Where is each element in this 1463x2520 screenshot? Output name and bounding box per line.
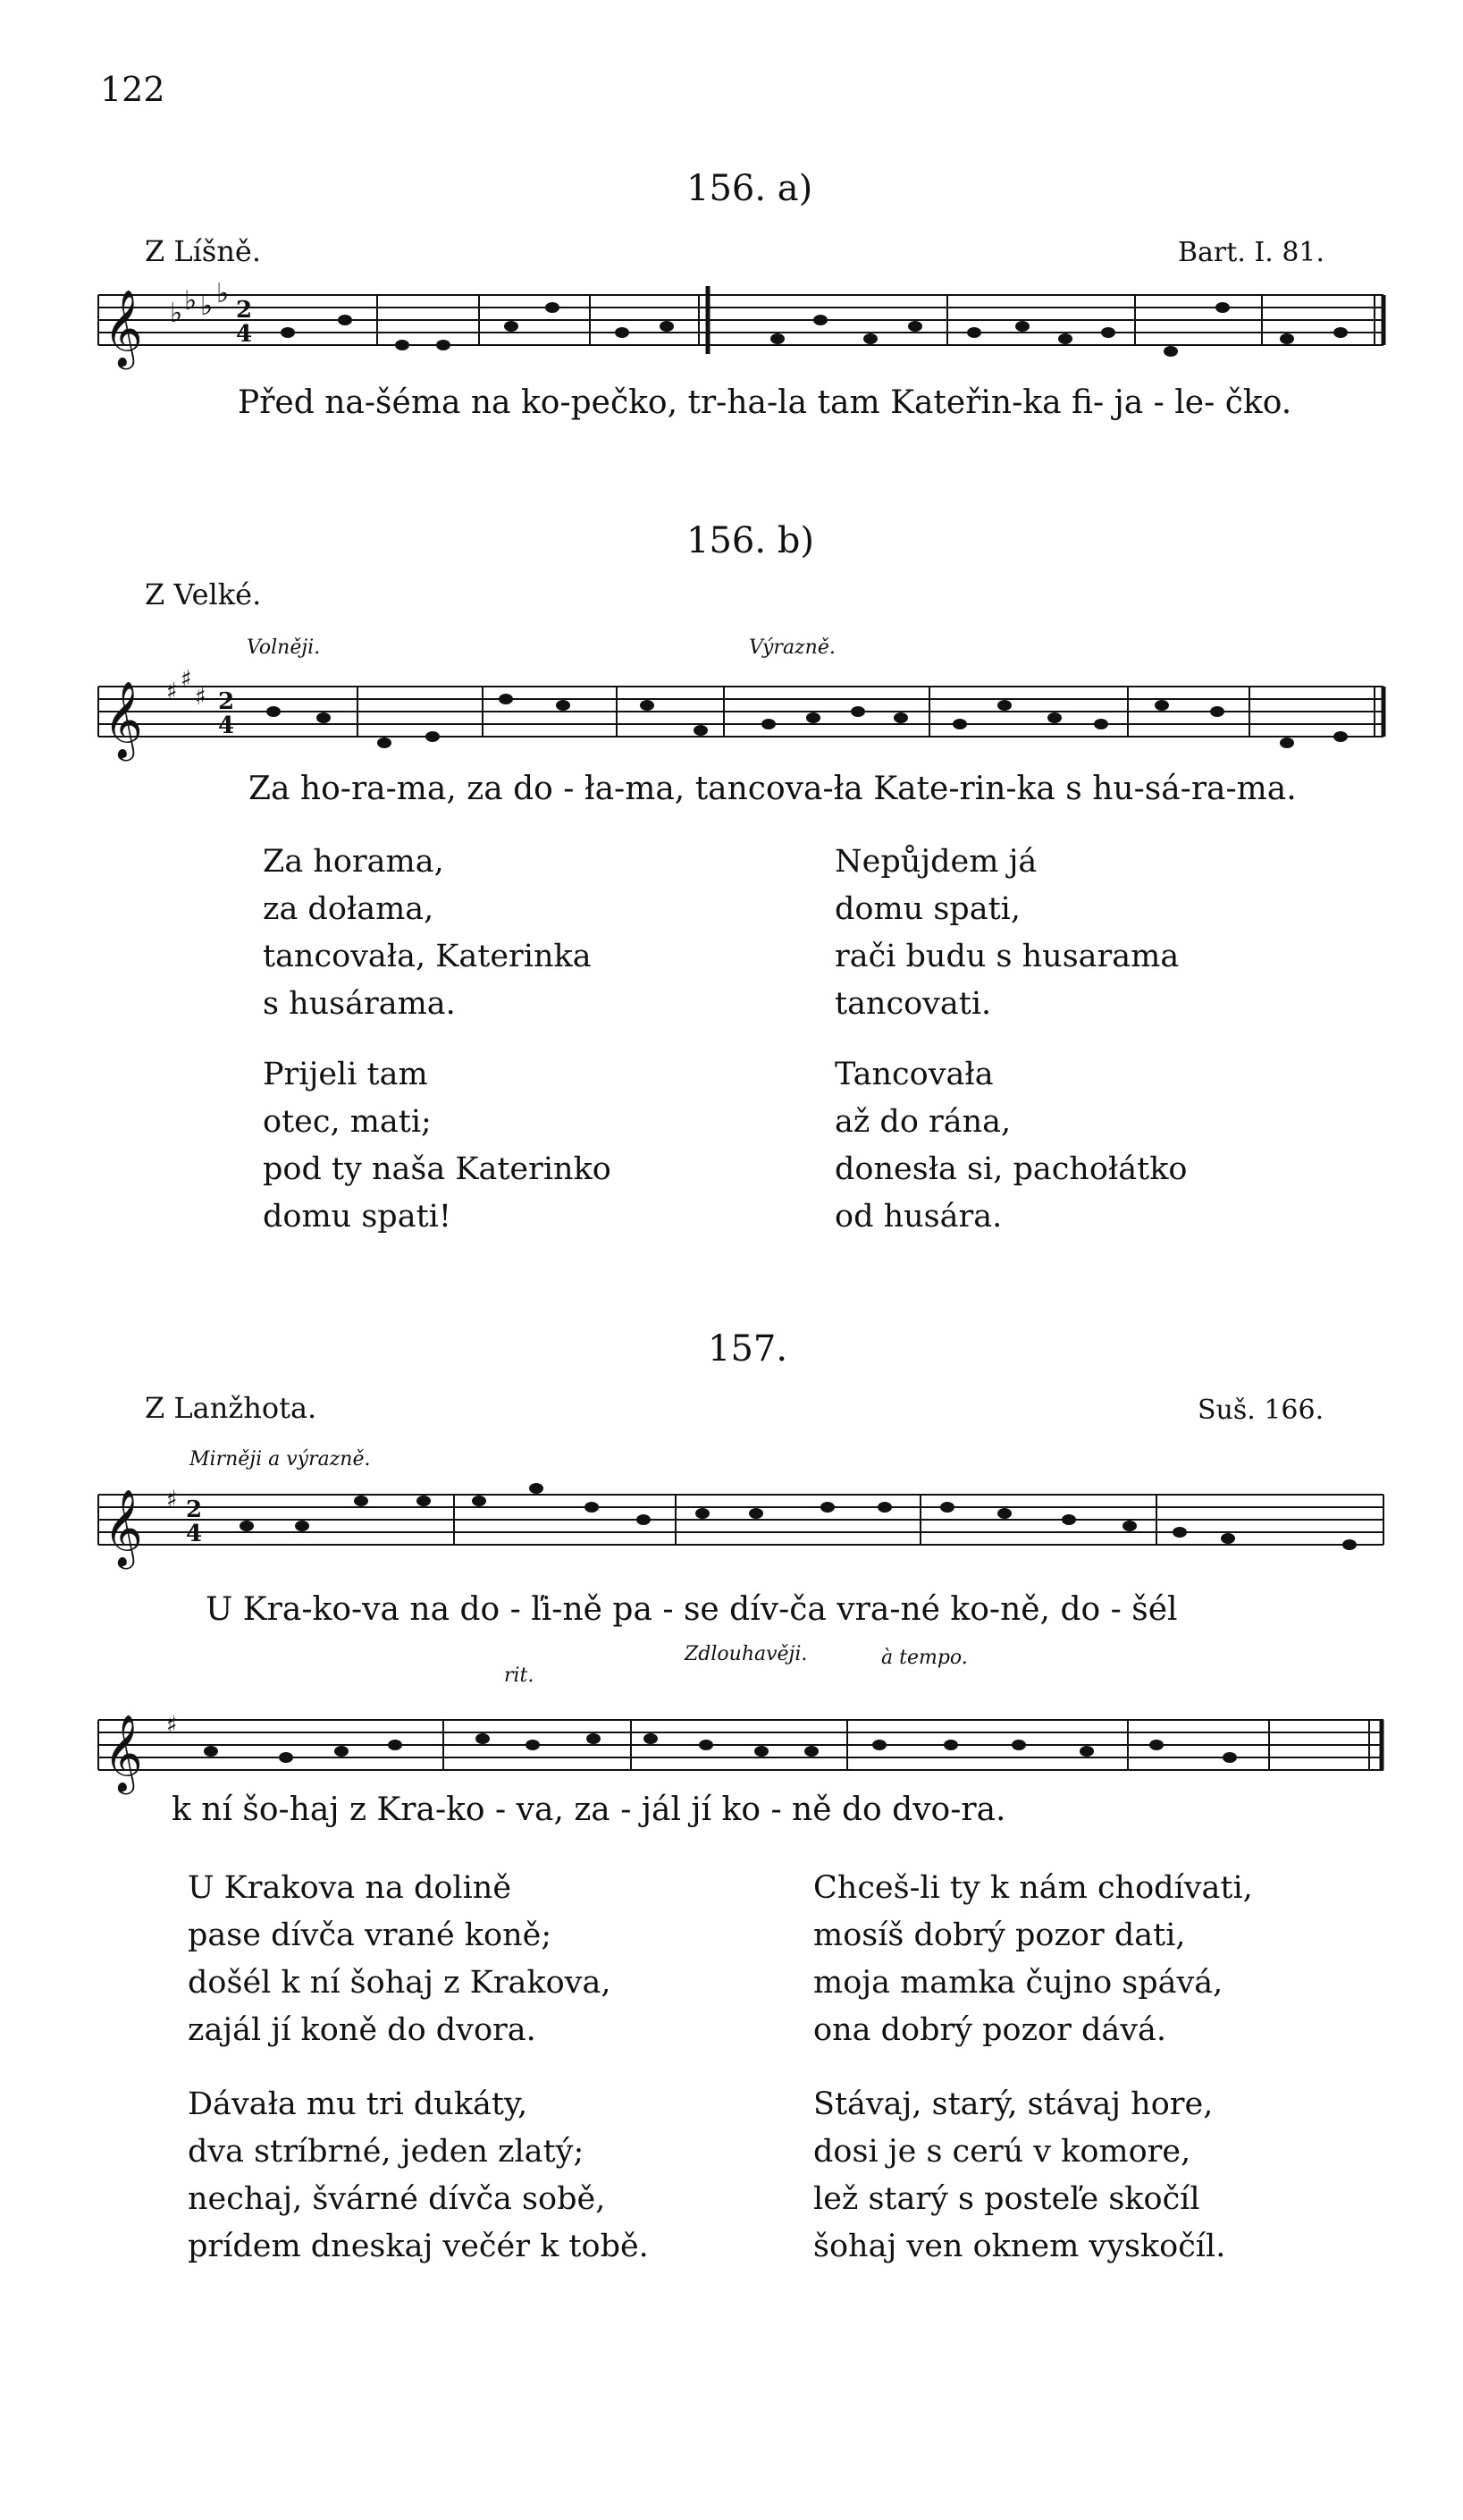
tempo-marking: à tempo. bbox=[881, 1647, 968, 1669]
stanza: Prijeli tam otec, mati; pod ty naša Katerinko domu spati! bbox=[263, 1057, 611, 1235]
stanza: U Krakova na dolině pase dívča vrané koně; došél k ní šohaj z Krakova, zajál jí koně do dvora. bbox=[188, 1870, 611, 2048]
lyrics-157-line-2: k ní šo-haj z Kra-ko - va, za - jál jí ko - ně do dvo-ra. bbox=[172, 1791, 1006, 1828]
sharp-icon: ♯ bbox=[181, 666, 192, 693]
time-signature: 4 bbox=[236, 321, 253, 348]
time-signature: 2 bbox=[218, 688, 235, 715]
time-signature: 2 bbox=[186, 1496, 203, 1523]
tempo-marking: rit. bbox=[504, 1665, 534, 1687]
stanza: Dávała mu tri dukáty, dva stríbrné, jeden zlatý; nechaj, švárné dívča sobě, prídem dneskaj večér k tobě. bbox=[188, 2086, 649, 2264]
time-signature: 2 bbox=[236, 297, 253, 324]
song-number-156a: 156. a) bbox=[686, 168, 813, 209]
time-signature: 4 bbox=[186, 1521, 203, 1547]
staff-156a bbox=[98, 286, 1383, 354]
song-number-157: 157. bbox=[708, 1328, 788, 1370]
staff-156b bbox=[98, 687, 1383, 737]
lyrics-157-line-1: U Kra-ko-va na do - ľi-ně pa - se dív-ča vra-né ko-ně, do - šél bbox=[206, 1591, 1178, 1628]
sharp-icon: ♯ bbox=[195, 684, 206, 711]
stanza: Nepůjdem já domu spati, rači budu s husarama tancovati. bbox=[835, 844, 1180, 1022]
song-origin-157: Z Lanžhota. bbox=[145, 1391, 317, 1425]
treble-clef-icon: 𝄞 bbox=[104, 1489, 143, 1566]
flat-icon: ♭ bbox=[184, 285, 198, 316]
stanza: Stávaj, starý, stávaj hore, dosi je s cerú v komore, lež starý s posteľe skočíl šohaj ven oknem vyskočíl. bbox=[813, 2086, 1226, 2264]
song-reference-156a: Bart. I. 81. bbox=[1178, 237, 1325, 268]
tempo-marking: Výrazně. bbox=[749, 636, 836, 659]
sharp-icon: ♯ bbox=[166, 678, 178, 705]
stanza: Za horama, za dołama, tancovała, Katerinka s husárama. bbox=[263, 844, 592, 1022]
song-origin-156a: Z Líšně. bbox=[145, 234, 262, 268]
tempo-marking: Volněji. bbox=[247, 636, 321, 659]
lyrics-156b: Za ho-ra-ma, za do - ła-ma, tancova-ła Kate-rin-ka s hu-sá-ra-ma. bbox=[248, 771, 1297, 807]
flat-icon: ♭ bbox=[200, 291, 214, 322]
tempo-marking: Zdlouhavěji. bbox=[685, 1643, 808, 1665]
treble-clef-icon: 𝄞 bbox=[104, 1715, 143, 1791]
time-signature: 4 bbox=[218, 712, 235, 739]
flat-icon: ♭ bbox=[216, 278, 230, 309]
stanza: Chceš-li ty k nám chodívati, mosíš dobrý pozor dati, moja mamka čujno spává, ona dobrý pozor dává. bbox=[813, 1870, 1253, 2048]
staff-157-line-2 bbox=[98, 1720, 1383, 1770]
sharp-icon: ♯ bbox=[166, 1487, 178, 1513]
page-number: 122 bbox=[100, 70, 165, 109]
lyrics-156a: Před na-šéma na ko-pečko, tr-ha-la tam Kateřin-ka fi- ja - le- čko. bbox=[238, 384, 1292, 421]
song-origin-156b: Z Velké. bbox=[145, 577, 262, 611]
sharp-icon: ♯ bbox=[166, 1712, 178, 1739]
treble-clef-icon: 𝄞 bbox=[104, 290, 143, 367]
song-number-156b: 156. b) bbox=[686, 520, 814, 561]
song-reference-157: Suš. 166. bbox=[1198, 1395, 1324, 1426]
flat-icon: ♭ bbox=[170, 298, 183, 329]
treble-clef-icon: 𝄞 bbox=[104, 681, 143, 758]
tempo-marking: Mirněji a výrazně. bbox=[189, 1448, 371, 1471]
staff-157-line-1 bbox=[98, 1495, 1383, 1545]
stanza: Tancovała až do rána, donesła si, pachołátko od husára. bbox=[835, 1057, 1188, 1235]
